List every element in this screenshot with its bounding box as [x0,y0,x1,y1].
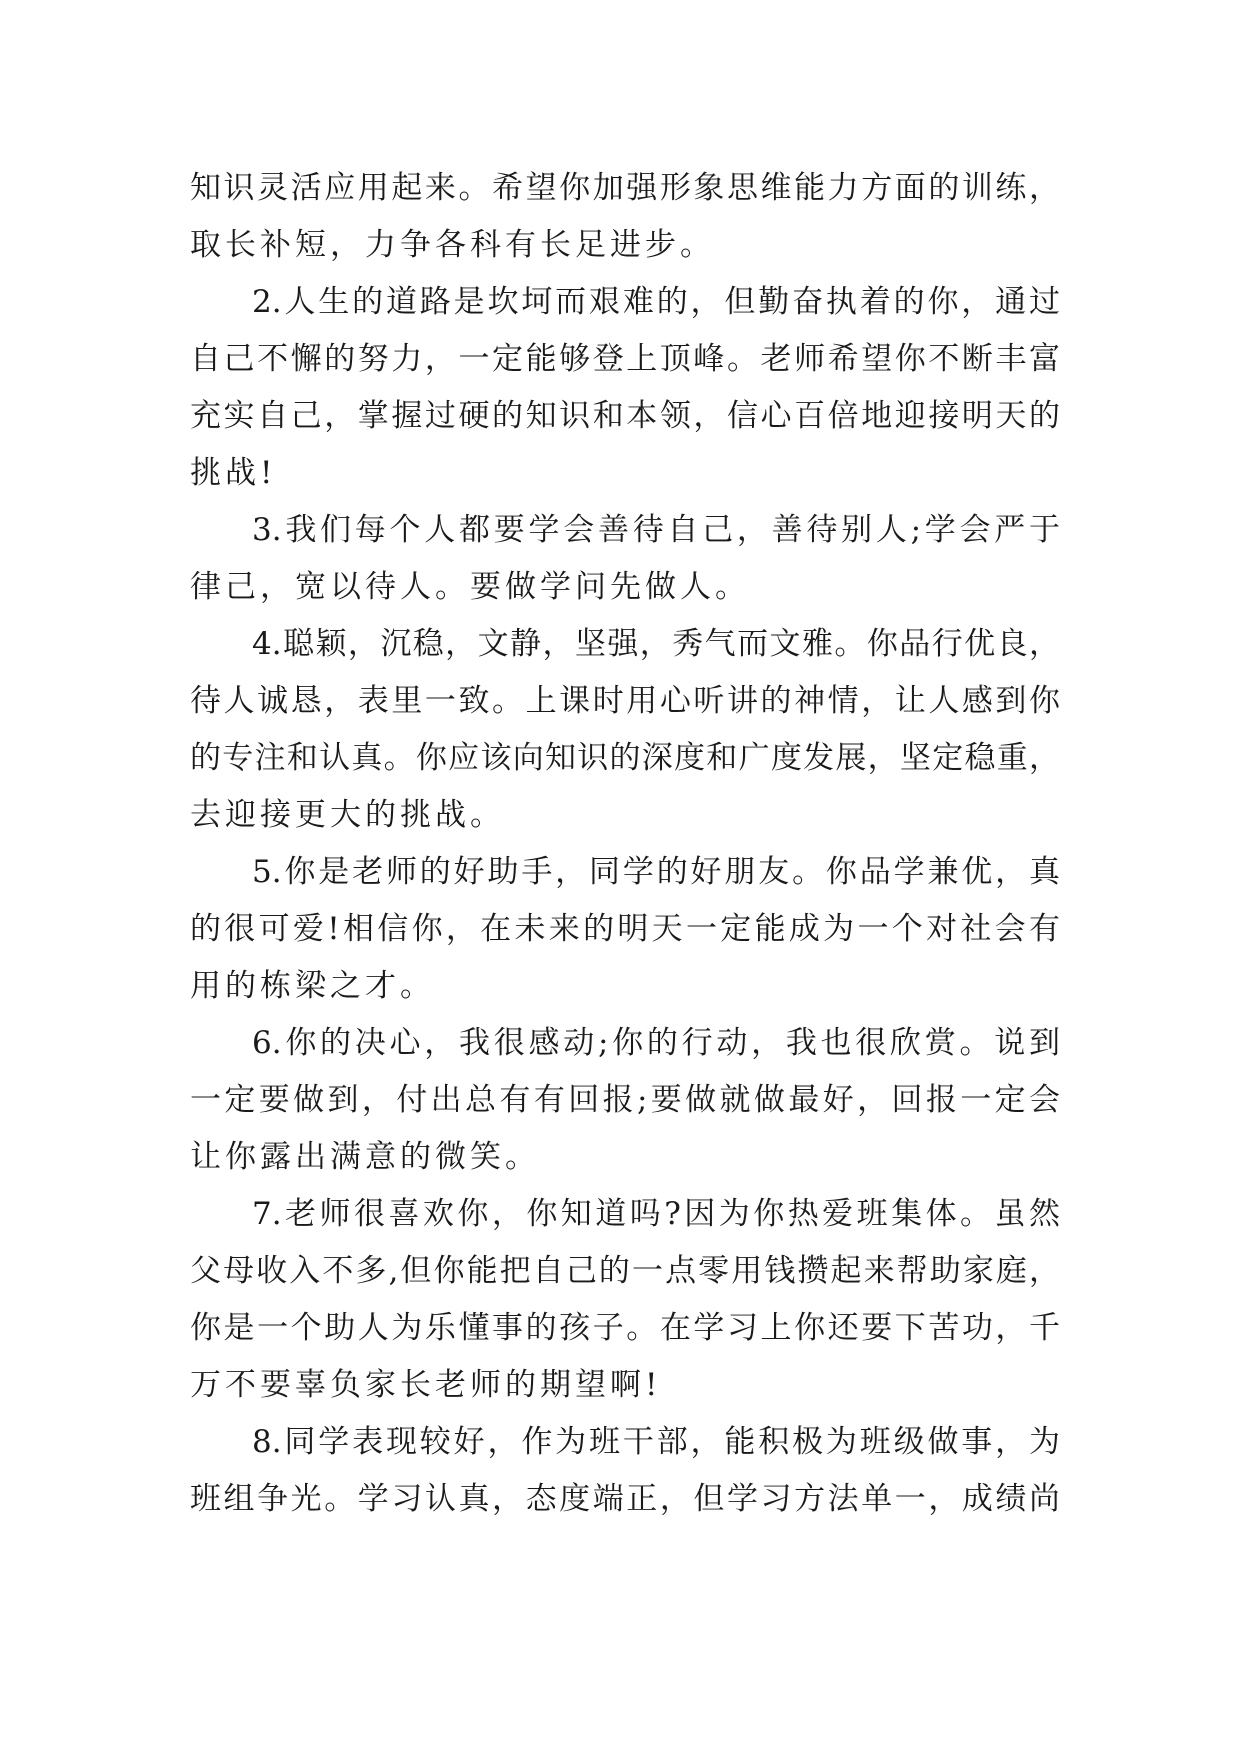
text-line: 你是一个助人为乐懂事的孩子。在学习上你还要下苦功，千 [190,1310,1060,1346]
text-line: 的很可爱!相信你，在未来的明天一定能成为一个对社会有 [190,911,1060,947]
text-line: 8.同学表现较好，作为班干部，能积极为班级做事，为 [252,1424,1060,1460]
text-line: 挑战! [190,455,277,491]
text-line: 7.老师很喜欢你，你知道吗?因为你热爱班集体。虽然 [252,1196,1060,1232]
text-line: 充实自己，掌握过硬的知识和本领，信心百倍地迎接明天的 [190,398,1060,434]
text-line: 自己不懈的努力，一定能够登上顶峰。老师希望你不断丰富 [190,341,1060,377]
text-line: 万不要辜负家长老师的期望啊! [190,1367,662,1403]
text-line: 律己，宽以待人。要做学问先做人。 [190,569,750,605]
text-line: 用的栋梁之才。 [190,968,435,1004]
text-line: 待人诚恳，表里一致。上课时用心听讲的神情，让人感到你 [190,683,1060,719]
text-line: 3.我们每个人都要学会善待自己，善待别人;学会严于 [252,512,1060,548]
text-line: 一定要做到，付出总有有回报;要做就做最好，回报一定会 [190,1082,1060,1118]
text-line: 知识灵活应用起来。希望你加强形象思维能力方面的训练， [190,170,1060,206]
document-body [190,160,1060,1528]
text-line: 的专注和认真。你应该向知识的深度和广度发展，坚定稳重， [190,740,1060,776]
text-line: 班组争光。学习认真，态度端正，但学习方法单一，成绩尚 [190,1481,1060,1517]
text-line: 取长补短，力争各科有长足进步。 [190,227,715,263]
text-line: 父母收入不多,但你能把自己的一点零用钱攒起来帮助家庭， [190,1253,1060,1289]
text-line: 6.你的决心，我很感动;你的行动，我也很欣赏。说到 [252,1025,1060,1061]
text-line: 2.人生的道路是坎坷而艰难的，但勤奋执着的你，通过 [252,284,1060,320]
text-line: 4.聪颖，沉稳，文静，坚强，秀气而文雅。你品行优良， [252,626,1060,662]
text-line: 让你露出满意的微笑。 [190,1139,540,1175]
text-line: 去迎接更大的挑战。 [190,797,505,833]
text-line: 5.你是老师的好助手，同学的好朋友。你品学兼优，真 [252,854,1060,890]
